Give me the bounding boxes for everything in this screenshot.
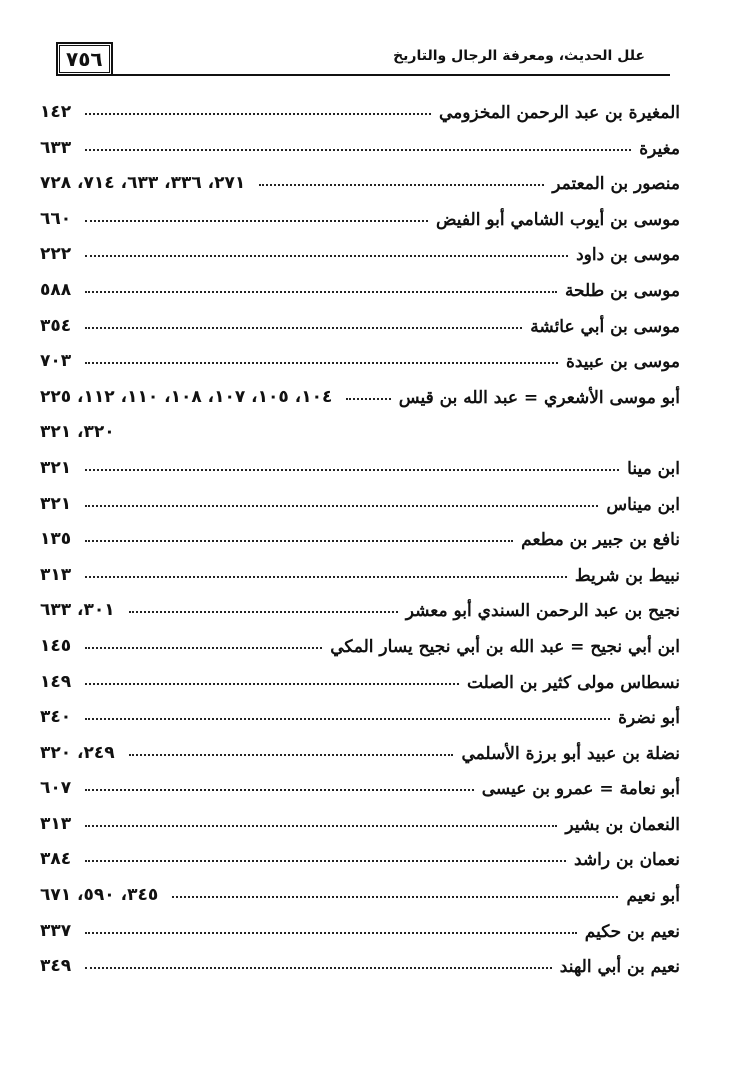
dot-leader <box>85 540 513 542</box>
dot-leader <box>85 860 566 862</box>
entry-pages: ٦٦٠ <box>40 208 72 229</box>
entry-pages: ٣١٣ <box>40 564 72 585</box>
index-entry <box>40 273 680 309</box>
entry-name: موسى بن طلحة <box>564 280 680 301</box>
index-entry <box>40 522 680 558</box>
entry-pages: ٦٠٧ <box>40 778 72 799</box>
entry-name: أبو موسى الأشعري = عبد الله بن قيس <box>398 387 680 408</box>
entry-name: مغيرة <box>639 138 680 159</box>
dot-leader <box>85 789 474 791</box>
index-entry <box>40 415 680 451</box>
index-entry <box>40 558 680 594</box>
entry-name: موسى بن عبيدة <box>565 352 680 373</box>
dot-leader <box>85 469 619 471</box>
index-entry <box>40 878 680 914</box>
entry-pages: ٢٤٩، ٣٢٠ <box>40 742 115 763</box>
entry-pages: ٣٥٤ <box>40 315 72 336</box>
entry-name: نسطاس مولى كثير بن الصلت <box>466 672 680 693</box>
dot-leader <box>129 611 398 613</box>
dot-leader <box>85 505 598 507</box>
entry-name: أبو نعامة = عمرو بن عيسى <box>481 779 680 800</box>
index-entry <box>40 771 680 807</box>
entry-pages: ٣٤٩ <box>40 956 72 977</box>
entry-pages: ١٣٥ <box>40 529 72 550</box>
index-entry <box>40 237 680 273</box>
index-entry <box>40 487 680 523</box>
entry-pages: ٣٢٠، ٣٢١ <box>40 422 115 443</box>
dot-leader <box>85 825 557 827</box>
entry-name: نافع بن جبير بن مطعم <box>521 530 680 551</box>
entry-pages: ٣٠١، ٦٣٣ <box>40 600 115 621</box>
index-entry <box>40 309 680 345</box>
dot-leader <box>129 754 453 756</box>
dot-leader <box>85 327 522 329</box>
entry-pages: ٣٢١ <box>40 457 72 478</box>
entry-pages: ٣٣٧ <box>40 920 72 941</box>
entry-pages: ٢٢٢ <box>40 244 72 265</box>
entry-pages: ١٤٩ <box>40 671 72 692</box>
index-entry <box>40 202 680 238</box>
dot-leader <box>85 683 459 685</box>
entry-name: نبيط بن شريط <box>574 565 680 586</box>
dot-leader <box>85 718 610 720</box>
dot-leader <box>172 896 618 898</box>
entry-name: موسى بن داود <box>576 245 680 266</box>
entry-name: ابن ميناس <box>606 494 680 515</box>
index-entry <box>40 949 680 985</box>
entry-pages: ١٤٥ <box>40 635 72 656</box>
dot-leader <box>259 184 544 186</box>
dot-leader <box>85 149 631 151</box>
entry-pages: ١٠٤، ١٠٥، ١٠٧، ١٠٨، ١١٠، ١١٢، ٢٢٥ <box>40 386 333 407</box>
entry-name: النعمان بن بشير <box>565 814 680 835</box>
index-entry <box>40 736 680 772</box>
index-entry <box>40 629 680 665</box>
entry-pages: ٧٠٣ <box>40 351 72 372</box>
dot-leader <box>85 291 557 293</box>
index-entry <box>40 451 680 487</box>
running-title: علل الحديث، ومعرفة الرجال والتاريخ <box>393 48 645 64</box>
index-entry <box>40 166 680 202</box>
entry-name: أبو نضرة <box>618 708 680 729</box>
dot-leader <box>346 398 391 400</box>
entry-name: منصور بن المعتمر <box>552 174 680 195</box>
index-entry <box>40 842 680 878</box>
index-entry <box>40 914 680 950</box>
dot-leader <box>85 932 577 934</box>
entry-name: نعيم بن حكيم <box>584 921 680 942</box>
index-entry <box>40 344 680 380</box>
entry-name: نضلة بن عبيد أبو برزة الأسلمي <box>461 743 680 764</box>
dot-leader <box>85 576 567 578</box>
entry-pages: ٦٣٣ <box>40 137 72 158</box>
entry-pages: ٣٤٠ <box>40 707 72 728</box>
entry-name: موسى بن أيوب الشامي أبو الفيض <box>435 209 680 230</box>
entry-name: نعيم بن أبي الهند <box>559 957 680 978</box>
index-entry <box>40 380 680 416</box>
dot-leader <box>85 113 431 115</box>
entry-pages: ٣٨٤ <box>40 849 72 870</box>
entry-pages: ٥٨٨ <box>40 279 72 300</box>
entry-pages: ٣٤٥، ٥٩٠، ٦٧١ <box>40 885 159 906</box>
page-number: ٧٥٦ <box>56 42 113 76</box>
index-entry <box>40 593 680 629</box>
entry-name: نجيح بن عبد الرحمن السندي أبو معشر <box>405 601 680 622</box>
entry-name: المغيرة بن عبد الرحمن المخزومي <box>438 103 680 123</box>
index-entry <box>40 665 680 701</box>
dot-leader <box>85 220 428 222</box>
dot-leader <box>85 255 568 257</box>
entry-pages: ٣١٣ <box>40 813 72 834</box>
index-entry <box>40 95 680 131</box>
entry-name: أبو نعيم <box>626 886 680 907</box>
entry-name: ابن أبي نجيح = عبد الله بن أبي نجيح يسار المكي <box>330 636 680 657</box>
entry-name: ابن مينا <box>627 458 680 479</box>
index-entry <box>40 807 680 843</box>
entry-name: موسى بن أبي عائشة <box>530 316 680 337</box>
entry-pages: ٢٧١، ٣٣٦، ٦٣٣، ٧١٤، ٧٢٨ <box>40 173 246 194</box>
page-header <box>40 40 680 78</box>
name-index-list <box>40 95 680 985</box>
dot-leader <box>85 362 558 364</box>
entry-pages: ١٤٢ <box>40 102 72 122</box>
header-rule <box>88 74 670 76</box>
entry-name: نعمان بن راشد <box>573 850 680 871</box>
entry-pages: ٣٢١ <box>40 493 72 514</box>
dot-leader <box>85 647 322 649</box>
index-entry <box>40 131 680 167</box>
index-entry <box>40 700 680 736</box>
dot-leader <box>85 967 552 969</box>
